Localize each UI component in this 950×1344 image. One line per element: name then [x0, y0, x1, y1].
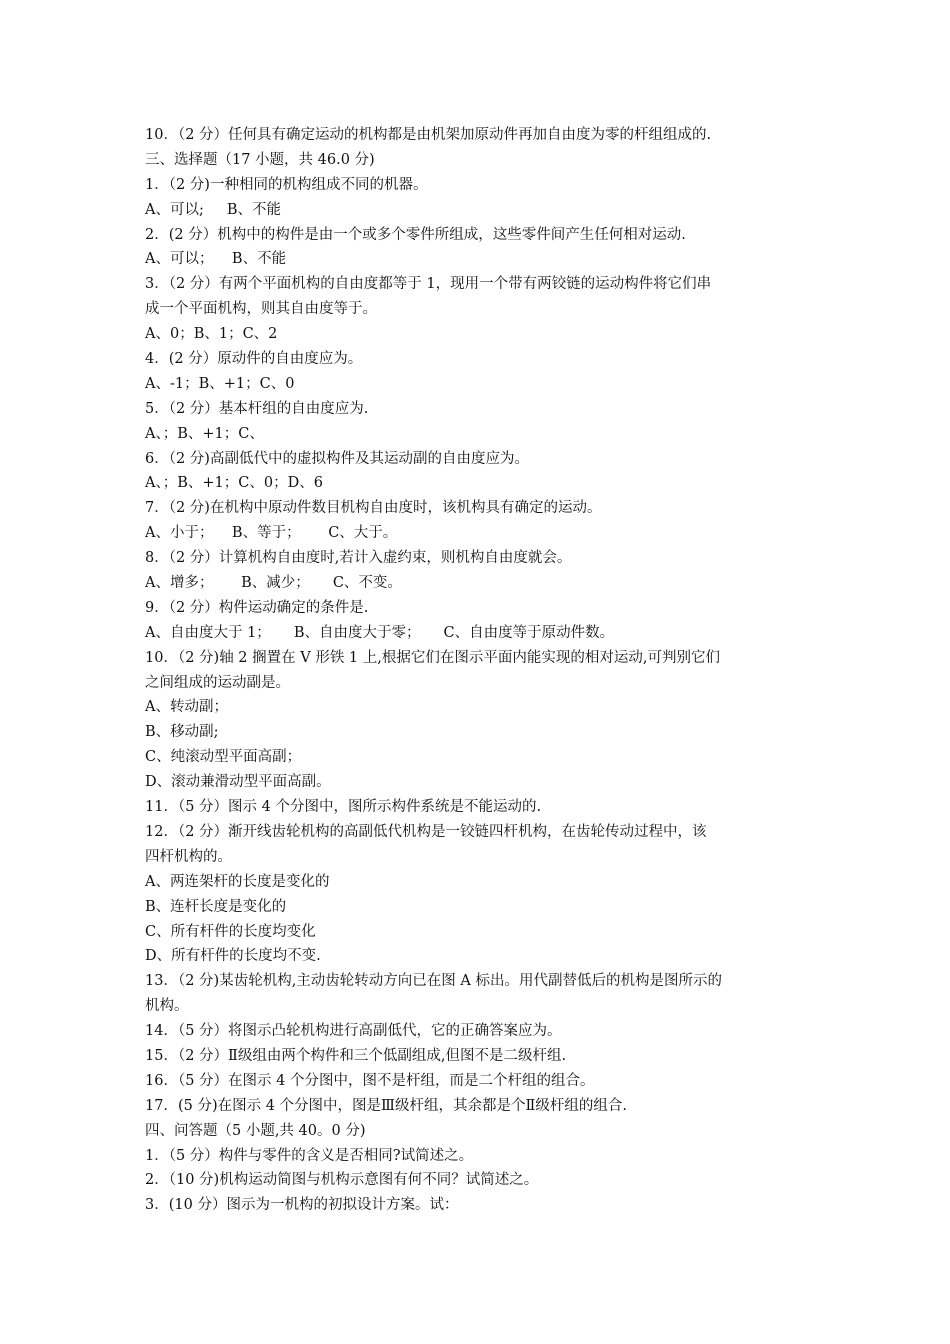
question-line: 4．(2 分）原动件的自由度应为。 — [145, 351, 363, 368]
section-heading: 四、问答题（5 小题,共 40。0 分) — [145, 1122, 366, 1139]
question-line: 10．（2 分)轴 2 搁置在 V 形铁 1 上,根据它们在图示平面内能实现的相对运动,可判别它们 — [145, 649, 720, 666]
question-line: 16．（5 分）在图示 4 个分图中，图不是杆组，而是二个杆组的组合。 — [145, 1072, 595, 1089]
question-line: 机构。 — [145, 998, 189, 1015]
question-line: 9．（2 分）构件运动确定的条件是. — [145, 599, 369, 616]
options-line: A、-1；B、+1；C、0 — [145, 375, 295, 392]
options-line: A、小于； B、等于； C、大于。 — [145, 525, 398, 542]
text-line: 10．（2 分）任何具有确定运动的机构都是由机架加原动件再加自由度为零的杆组组成的. — [145, 127, 712, 143]
section-heading: 三、选择题（17 小题，共 46.0 分) — [145, 151, 375, 168]
options-line: A、增多； B、减少； C、不变。 — [145, 575, 402, 592]
question-line: 7．（2 分)在机构中原动件数目机构自由度时，该机构具有确定的运动。 — [145, 500, 602, 517]
question-line: 17．(5 分)在图示 4 个分图中，图是Ⅲ级杆组，其余都是个Ⅱ级杆组的组合. — [145, 1097, 627, 1114]
document-page — [145, 123, 825, 1218]
question-line: 3．(10 分）图示为一机构的初拟设计方案。试： — [145, 1197, 459, 1214]
question-line: 11．（5 分）图示 4 个分图中，图所示构件系统是不能运动的. — [145, 799, 542, 816]
options-line: A、；B、+1；C、0；D、6 — [145, 475, 323, 492]
question-line: 之间组成的运动副是。 — [145, 674, 290, 691]
options-line: A、可以； B、不能 — [145, 251, 287, 268]
options-line: D、滚动兼滑动型平面高副。 — [145, 774, 331, 791]
options-line: A、自由度大于 1； B、自由度大于零； C、自由度等于原动件数。 — [145, 624, 615, 641]
options-line: A、转动副； — [145, 699, 228, 716]
question-line: 1．（2 分)一种相同的机构组成不同的机器。 — [145, 176, 428, 193]
options-line: A、两连架杆的长度是变化的 — [145, 873, 330, 890]
question-line: 12．（2 分）渐开线齿轮机构的高副低代机构是一铰链四杆机构，在齿轮传动过程中，该 — [145, 823, 707, 840]
question-line: 3．（2 分）有两个平面机构的自由度都等于 1，现用一个带有两铰链的运动构件将它们串 — [145, 276, 712, 293]
question-line: 8．（2 分）计算机构自由度时,若计入虚约束，则机构自由度就会。 — [145, 550, 572, 567]
question-line: 15．（2 分）Ⅱ级组由两个构件和三个低副组成,但图不是二级杆组. — [145, 1047, 567, 1064]
question-line: 成一个平面机构，则其自由度等于。 — [145, 301, 377, 318]
question-line: 14．（5 分）将图示凸轮机构进行高副低代，它的正确答案应为。 — [145, 1023, 562, 1040]
question-line: 2．(2 分）机构中的构件是由一个或多个零件所组成，这些零件间产生任何相对运动. — [145, 226, 686, 243]
options-line: A、0；B、1；C、2 — [145, 326, 278, 343]
options-line: C、纯滚动型平面高副； — [145, 749, 302, 766]
question-line: 6．（2 分)高副低代中的虚拟构件及其运动副的自由度应为。 — [145, 450, 529, 467]
options-line: D、所有杆件的长度均不变. — [145, 948, 321, 965]
question-line: 13．（2 分)某齿轮机构,主动齿轮转动方向已在图 A 标出。用代副替低后的机构是图所示的 — [145, 973, 722, 990]
options-line: A、可以; B、不能 — [145, 201, 282, 218]
options-line: A、；B、+1；C、 — [145, 425, 264, 442]
options-line: C、所有杆件的长度均变化 — [145, 923, 316, 940]
question-line: 2．（10 分)机构运动简图与机构示意图有何不同？试简述之。 — [145, 1172, 539, 1189]
question-line: 1．（5 分）构件与零件的含义是否相同?试简述之。 — [145, 1147, 474, 1164]
options-line: B、连杆长度是变化的 — [145, 898, 287, 915]
options-line: B、移动副; — [145, 724, 219, 741]
question-line: 5．（2 分）基本杆组的自由度应为. — [145, 400, 369, 417]
question-line: 四杆机构的。 — [145, 848, 232, 865]
